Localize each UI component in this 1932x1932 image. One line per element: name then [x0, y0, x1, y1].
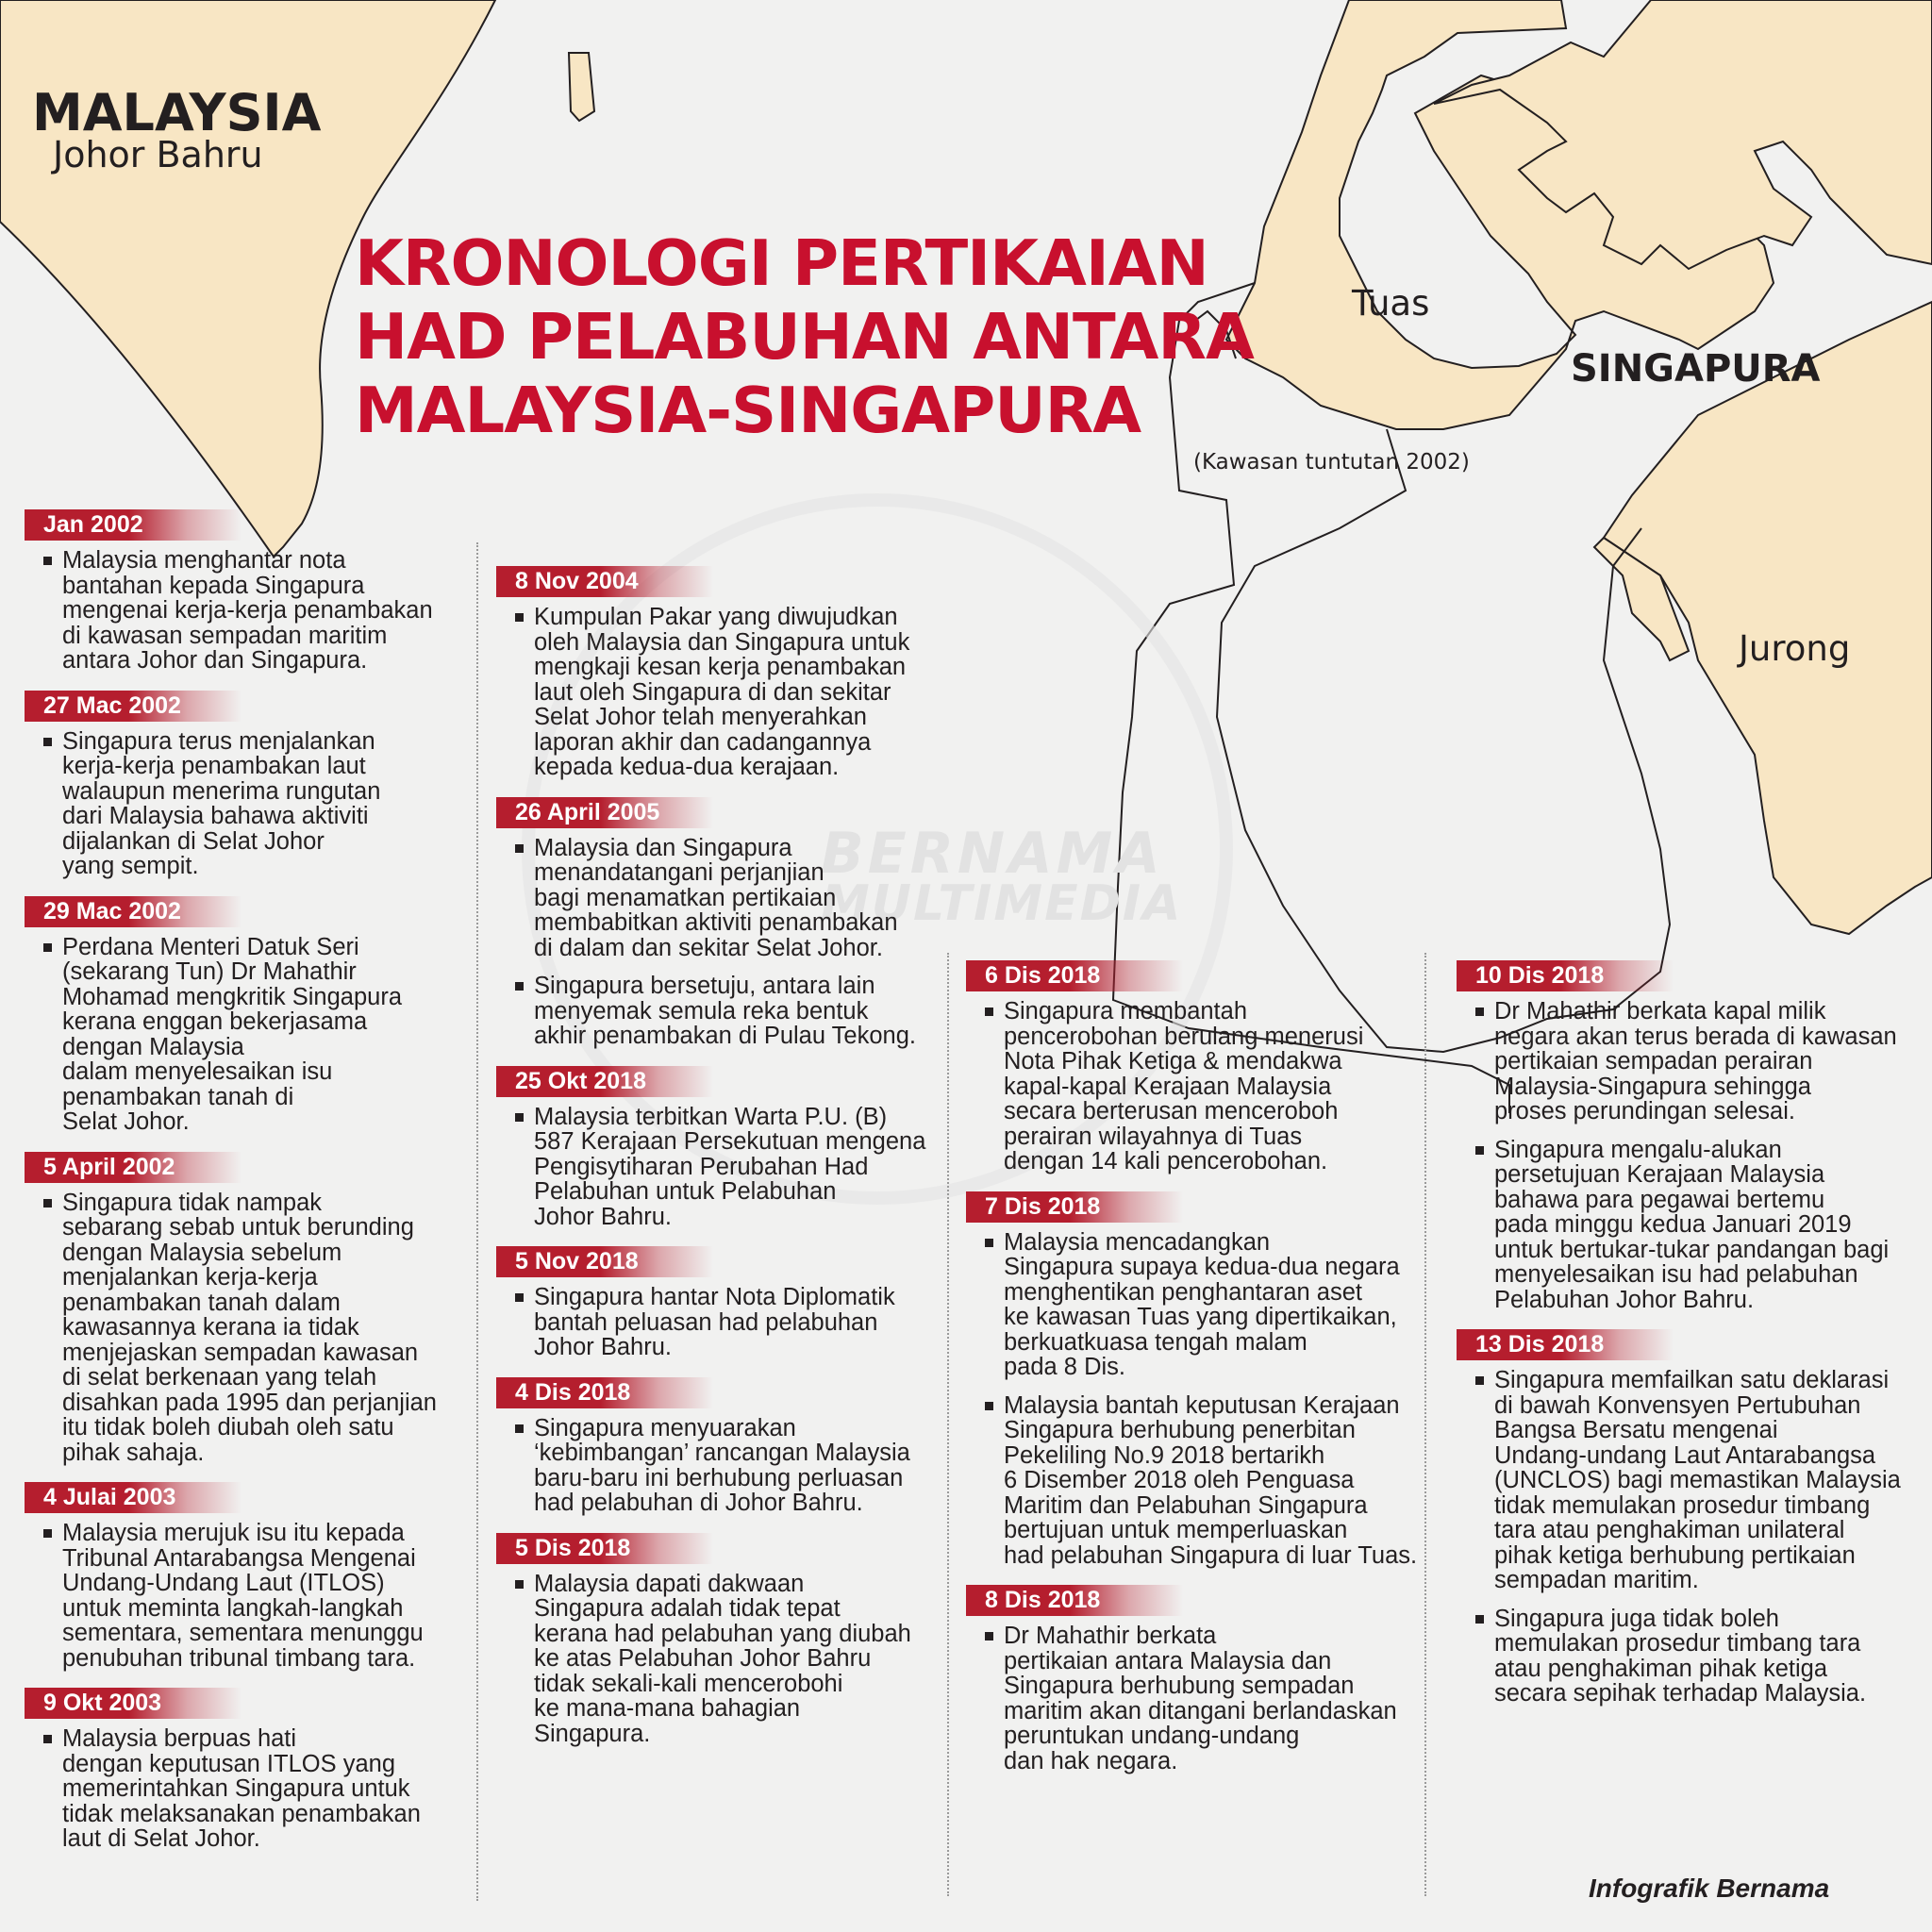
event-bullet: [496, 605, 949, 780]
timeline-event: [496, 1246, 949, 1360]
map-country-malaysia: MALAYSIA: [32, 83, 322, 142]
event-text: Malaysia dapati dakwaan Singapura adalah tidak tepat kerana had pelabuhan yang diubah ke atas Pelabuhan Johor Bahru tidak sekali-kali mencerobohi ke mana-mana bahagian Singapura.: [534, 1570, 911, 1747]
event-text: Singapura memfailkan satu deklarasi di bawah Konvensyen Pertubuhan Bangsa Bersatu mengenai Undang-undang Laut Antarabangsa (UNCLOS) bagi memastikan Malaysia tidak memulakan prosedur timbang tara atau penghakiman unilateral pihak ketiga berhubung pertikaian sempadan maritim.: [1494, 1367, 1901, 1593]
event-text: Singapura menyuarakan ‘kebimbangan’ rancangan Malaysia baru-baru ini berhubung perluasan had pelabuhan di Johor Bahru.: [534, 1414, 910, 1516]
page-title: [355, 226, 1254, 447]
event-date-label: 13 Dis 2018: [1457, 1329, 1674, 1360]
event-bullet: [966, 1624, 1428, 1774]
event-text: Malaysia berpuas hati dengan keputusan ITLOS yang memerintahkan Singapura untuk tidak melaksanakan penambakan laut di Selat Johor.: [62, 1725, 421, 1852]
timeline-event: [1457, 960, 1928, 1312]
claim-boundary-inner: [1217, 429, 1670, 1052]
timeline-event: [966, 960, 1428, 1174]
map-label-jurong: Jurong: [1739, 628, 1851, 669]
event-bullet-list: [25, 729, 468, 879]
timeline-event: [25, 1482, 468, 1671]
column-divider-1: [476, 542, 478, 1901]
event-date-label: 26 April 2005: [496, 797, 713, 828]
timeline-column-2: [496, 566, 949, 1763]
timeline-event: [25, 509, 468, 674]
timeline-event: [25, 1688, 468, 1852]
timeline-event: [966, 1585, 1428, 1774]
event-bullet-list: [25, 548, 468, 674]
event-bullet-list: [966, 999, 1428, 1174]
credit-text: Infografik Bernama: [1589, 1874, 1830, 1903]
event-bullet-list: [966, 1624, 1428, 1774]
event-text: Singapura bersetuju, antara lain menyemak semula reka bentuk akhir penambakan di Pulau Tekong.: [534, 973, 916, 1049]
event-date-label: 8 Dis 2018: [966, 1585, 1183, 1616]
event-bullet: [496, 836, 949, 961]
timeline-event: [496, 797, 949, 1049]
event-bullet: [966, 999, 1428, 1174]
event-date-label: 8 Nov 2004: [496, 566, 713, 597]
event-bullet: [966, 1230, 1428, 1380]
event-bullet: [25, 548, 468, 674]
event-bullet: [25, 729, 468, 879]
event-text: Malaysia merujuk isu itu kepada Tribunal Antarabangsa Mengenai Undang-Undang Laut (ITLOS) untuk meminta langkah-langkah sementara, sementara menunggu penubuhan tribunal timbang tara.: [62, 1520, 424, 1672]
event-bullet: [496, 1572, 949, 1747]
event-text: Singapura mengalu-alukan persetujuan Kerajaan Malaysia bahawa para pegawai bertemu pada minggu kedua Januari 2019 untuk bertukar-tukar pandangan bagi menyelesaikan isu had pelabuhan Pelabuhan Johor Bahru.: [1494, 1136, 1890, 1313]
event-text: Malaysia bantah keputusan Kerajaan Singapura berhubung penerbitan Pekeliling No.9 2018 bertarikh 6 Disember 2018 oleh Penguasa Maritim dan Pelabuhan Singapura bertujuan untuk memperluaskan had pelabuhan Singapura di luar Tuas.: [1004, 1391, 1418, 1569]
event-bullet: [25, 935, 468, 1135]
event-date-label: 7 Dis 2018: [966, 1191, 1183, 1223]
event-bullet-list: [496, 1416, 949, 1516]
event-date-label: 6 Dis 2018: [966, 960, 1183, 991]
event-text: Singapura membantah pencerobohan berulang menerusi Nota Pihak Ketiga & mendakwa kapal-kapal Kerajaan Malaysia secara berterusan menceroboh perairan wilayahnya di Tuas dengan 14 kali pencerobohan.: [1004, 998, 1364, 1174]
timeline-column-4: [1457, 960, 1928, 1724]
event-bullet: [496, 974, 949, 1049]
event-text: Singapura hantar Nota Diplomatik bantah peluasan had pelabuhan Johor Bahru.: [534, 1284, 895, 1360]
timeline-column-3: [966, 960, 1428, 1790]
event-bullet-list: [1457, 1368, 1928, 1707]
event-date-label: 5 April 2002: [25, 1152, 242, 1183]
event-text: Singapura terus menjalankan kerja-kerja penambakan laut walaupun menerima rungutan dari Malaysia bahawa aktiviti dijalankan di Selat Johor yang sempit.: [62, 727, 381, 879]
event-text: Perdana Menteri Datuk Seri (sekarang Tun) Dr Mahathir Mohamad mengkritik Singapura kerana enggan bekerjasama dengan Malaysia dalam menyelesaikan isu penambakan tanah di Selat Johor.: [62, 933, 403, 1135]
event-text: Malaysia mencadangkan Singapura supaya kedua-dua negara menghentikan penghantaran aset ke kawasan Tuas yang dipertikaikan, berkuatkuasa tengah malam pada 8 Dis.: [1004, 1228, 1400, 1380]
title-line-3: MALAYSIA-SINGAPURA: [355, 374, 1141, 447]
event-bullet-list: [496, 605, 949, 780]
timeline-event: [496, 1533, 949, 1747]
event-date-label: 5 Dis 2018: [496, 1533, 713, 1564]
event-bullet: [496, 1285, 949, 1360]
timeline-event: [25, 896, 468, 1135]
title-line-2: HAD PELABUHAN ANTARA: [355, 300, 1254, 374]
event-text: Dr Mahathir berkata kapal milik negara akan terus berada di kawasan pertikaian sempadan perairan Malaysia-Singapura sehingga proses perundingan selesai.: [1494, 998, 1897, 1124]
event-bullet-list: [496, 836, 949, 1049]
event-text: Malaysia terbitkan Warta P.U. (B) 587 Kerajaan Persekutuan mengena Pengisytiharan Perubahan Had Pelabuhan untuk Pelabuhan Johor Bahru.: [534, 1103, 926, 1230]
event-bullet-list: [1457, 999, 1928, 1312]
event-date-label: Jan 2002: [25, 509, 242, 541]
event-text: Dr Mahathir berkata pertikaian antara Malaysia dan Singapura berhubung sempadan maritim akan ditangani berlandaskan peruntukan undang-undang dan hak negara.: [1004, 1623, 1397, 1774]
event-date-label: 27 Mac 2002: [25, 691, 242, 722]
event-bullet: [966, 1393, 1428, 1569]
event-date-label: 9 Okt 2003: [25, 1688, 242, 1719]
event-date-label: 5 Nov 2018: [496, 1246, 713, 1277]
event-bullet: [496, 1416, 949, 1516]
event-bullet: [1457, 1368, 1928, 1593]
event-text: Malaysia dan Singapura menandatangani perjanjian bagi menamatkan pertikaian membabitkan aktiviti penambakan di dalam dan sekitar Selat Johor.: [534, 834, 898, 961]
timeline-event: [966, 1191, 1428, 1569]
timeline-event: [25, 1152, 468, 1466]
event-bullet: [1457, 1607, 1928, 1707]
map-country-singapura: SINGAPURA: [1571, 347, 1821, 391]
event-bullet: [1457, 999, 1928, 1124]
event-bullet: [25, 1726, 468, 1852]
timeline-event: [496, 566, 949, 780]
event-bullet: [25, 1521, 468, 1671]
event-date-label: 29 Mac 2002: [25, 896, 242, 927]
event-text: Singapura juga tidak boleh memulakan prosedur timbang tara atau penghakiman pihak ketiga secara sepihak terhadap Malaysia.: [1494, 1605, 1867, 1707]
timeline-event: [496, 1066, 949, 1230]
watermark-text-1: BERNAMA: [821, 821, 1164, 887]
event-date-label: 10 Dis 2018: [1457, 960, 1674, 991]
event-bullet-list: [25, 1726, 468, 1852]
timeline-event: [1457, 1329, 1928, 1707]
title-line-1: KRONOLOGI PERTIKAIAN: [355, 226, 1208, 300]
timeline-event: [25, 691, 468, 879]
event-bullet-list: [496, 1572, 949, 1747]
event-text: Malaysia menghantar nota bantahan kepada Singapura mengenai kerja-kerja penambakan di kawasan sempadan maritim antara Johor dan Singapura.: [62, 547, 433, 674]
event-bullet-list: [966, 1230, 1428, 1569]
event-bullet-list: [25, 1521, 468, 1671]
small-island: [569, 53, 594, 121]
watermark-text-2: MULTIMEDIA: [821, 875, 1183, 932]
event-bullet-list: [25, 935, 468, 1135]
map-city-johor-bahru: Johor Bahru: [53, 134, 263, 175]
event-bullet-list: [25, 1191, 468, 1466]
event-date-label: 25 Okt 2018: [496, 1066, 713, 1097]
event-bullet: [25, 1191, 468, 1466]
map-claim-area-label: (Kawasan tuntutan 2002): [1193, 450, 1470, 475]
event-bullet: [496, 1105, 949, 1230]
event-bullet-list: [496, 1285, 949, 1360]
event-date-label: 4 Julai 2003: [25, 1482, 242, 1513]
event-text: Singapura tidak nampak sebarang sebab untuk berunding dengan Malaysia sebelum menjalankan kerja-kerja penambakan tanah dalam kawasannya kerana ia tidak menjejaskan sempadan kawasan di selat berkenaan yang telah disahkan pada 1995 dan perjanjian itu tidak boleh diubah oleh satu pihak sahaja.: [62, 1189, 437, 1466]
map-label-tuas: Tuas: [1352, 283, 1430, 324]
event-text: Kumpulan Pakar yang diwujudkan oleh Malaysia dan Singapura untuk mengkaji kesan kerja penambakan laut oleh Singapura di dan sekitar Selat Johor telah menyerahkan laporan akhir dan cadangannya kepada kedua-dua kerajaan.: [534, 604, 910, 780]
event-bullet: [1457, 1138, 1928, 1313]
timeline-event: [496, 1377, 949, 1516]
event-date-label: 4 Dis 2018: [496, 1377, 713, 1408]
event-bullet-list: [496, 1105, 949, 1230]
timeline-column-1: [25, 509, 468, 1869]
